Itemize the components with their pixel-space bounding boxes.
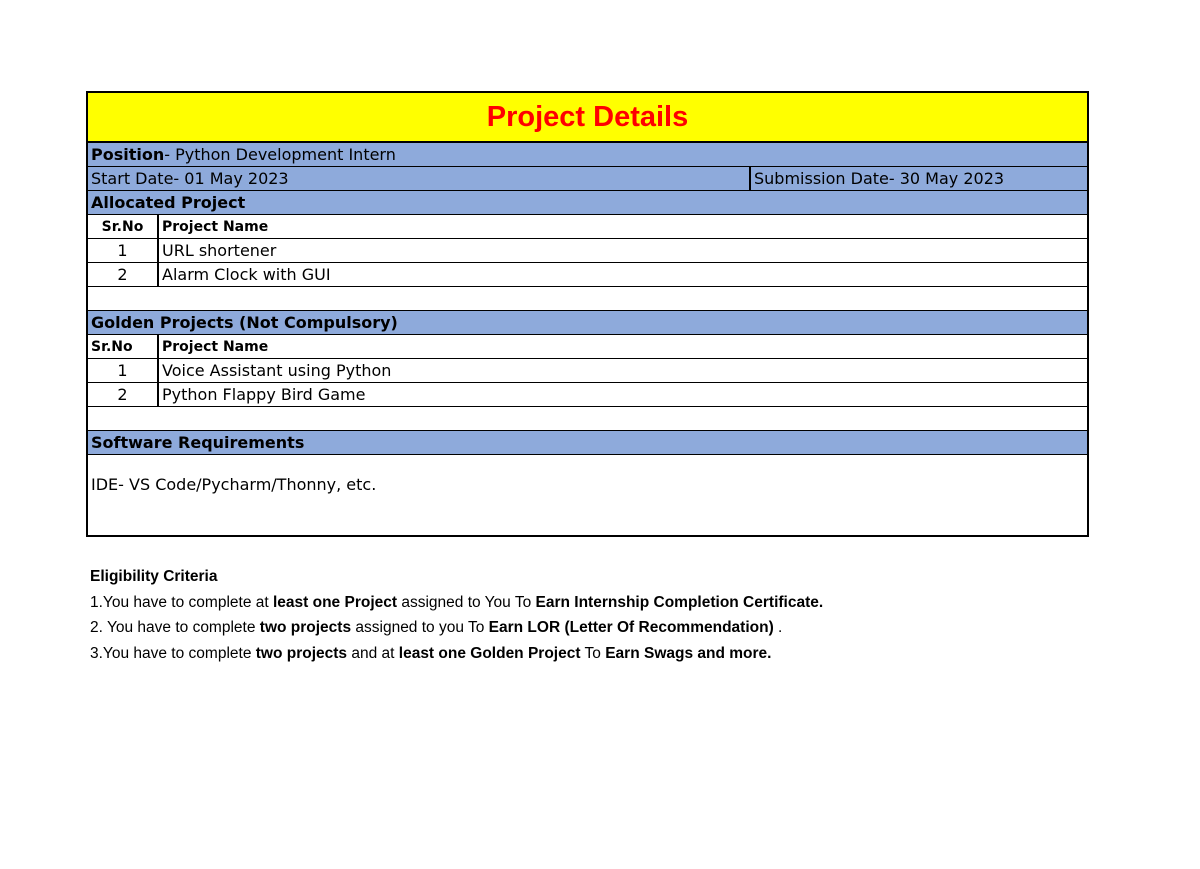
start-date: Start Date- 01 May 2023 [88, 167, 751, 190]
submission-date: Submission Date- 30 May 2023 [754, 169, 1005, 188]
table-row [88, 263, 1087, 287]
criteria-text: assigned to you To [351, 619, 489, 636]
golden-sr: 2 [88, 383, 159, 406]
criteria-emphasis: two projects [259, 619, 352, 636]
criteria-text: 1.You have to complete at [90, 593, 273, 611]
criteria-text: . [773, 619, 783, 636]
allocated-name-header: Project Name [162, 218, 269, 235]
criteria-emphasis: Earn Swags and more. [605, 644, 772, 662]
criteria-text: 3.You have to complete [90, 644, 256, 662]
eligibility-criteria [90, 566, 823, 668]
table-row [88, 359, 1087, 383]
criteria-text: and at [347, 644, 399, 662]
table-row [88, 383, 1087, 407]
position-value: - Python Development Intern [164, 145, 396, 164]
criteria-text: 2. You have to complete [90, 619, 260, 636]
criteria-text: To [580, 644, 606, 662]
criteria-emphasis: Earn Internship Completion Certificate. [535, 593, 824, 611]
project-details-sheet [86, 91, 1089, 537]
allocated-sr-header: Sr.No [88, 215, 159, 238]
software-row [88, 455, 1087, 535]
allocated-project-name: URL shortener [162, 241, 277, 260]
golden-heading: Golden Projects (Not Compulsory) [91, 313, 398, 332]
golden-header-row [88, 335, 1087, 359]
allocated-heading: Allocated Project [91, 193, 246, 212]
criteria-emphasis: two projects [255, 644, 348, 662]
sheet-title: Project Details [88, 93, 1087, 143]
dates-row [88, 167, 1087, 191]
criteria-emphasis: Earn LOR (Letter Of Recommendation) [488, 619, 774, 636]
spacer-row [88, 287, 1087, 311]
golden-heading-row [88, 311, 1087, 335]
allocated-sr: 2 [88, 263, 159, 286]
eligibility-line-3 [90, 643, 823, 669]
eligibility-heading: Eligibility Criteria [90, 568, 218, 585]
software-text: IDE- VS Code/Pycharm/Thonny, etc. [91, 475, 377, 494]
position-cell [88, 143, 399, 166]
software-heading: Software Requirements [91, 433, 305, 452]
criteria-emphasis: least one Project [272, 593, 398, 611]
eligibility-line-2 [90, 617, 823, 643]
allocated-header-row [88, 215, 1087, 239]
spacer-row [88, 407, 1087, 431]
criteria-text: assigned to You To [397, 593, 536, 611]
table-row [88, 239, 1087, 263]
criteria-emphasis: least one Golden Project [398, 644, 581, 662]
position-label: Position [91, 145, 165, 164]
golden-sr: 1 [88, 359, 159, 382]
position-row [88, 143, 1087, 167]
allocated-project-name: Alarm Clock with GUI [162, 265, 331, 284]
software-heading-row [88, 431, 1087, 455]
golden-project-name: Voice Assistant using Python [162, 361, 392, 380]
allocated-heading-row [88, 191, 1087, 215]
golden-project-name: Python Flappy Bird Game [162, 385, 366, 404]
eligibility-line-1 [90, 592, 823, 618]
golden-name-header: Project Name [162, 338, 269, 355]
allocated-sr: 1 [88, 239, 159, 262]
golden-sr-header: Sr.No [88, 335, 159, 358]
